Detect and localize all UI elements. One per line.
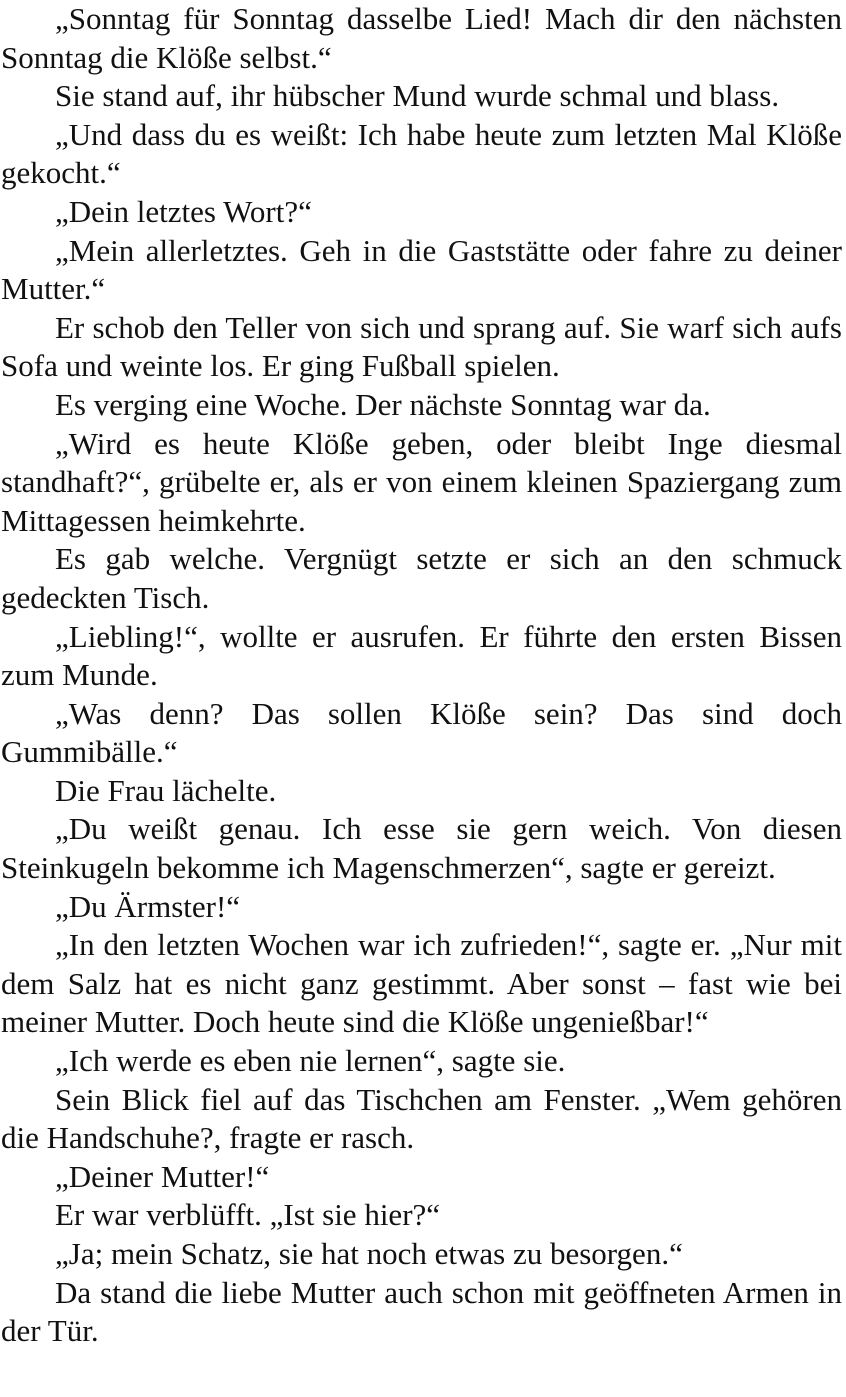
paragraph: „Wird es heute Klöße geben, oder bleibt Inge diesmal standhaft?“, grübelte er, als er von einem kleinen Spaziergang zum Mittagessen heimkehrte. — [1, 425, 842, 538]
paragraph: Da stand die liebe Mutter auch schon mit geöffneten Armen in der Tür. — [1, 1274, 842, 1349]
paragraph: „Sonntag für Sonntag dasselbe Lied! Mach dir den nächsten Sonntag die Klöße selbst.“ — [1, 1, 842, 75]
paragraph: „In den letzten Wochen war ich zufrieden!“, sagte er. „Nur mit dem Salz hat es nicht ganz gestimmt. Aber sonst – fast wie bei meiner Mutter. Doch heute sind die Klöße ungenießbar!“ — [1, 927, 842, 1040]
paragraph: Er war verblüfft. „Ist sie hier?“ — [55, 1197, 441, 1233]
paragraph: Sie stand auf, ihr hübscher Mund wurde schmal und blass. — [55, 78, 780, 114]
paragraph: Es verging eine Woche. Der nächste Sonntag war da. — [55, 386, 711, 422]
paragraph: Die Frau lächelte. — [55, 772, 277, 808]
paragraph: „Mein allerletztes. Geh in die Gaststätte oder fahre zu deiner Mutter.“ — [1, 232, 842, 307]
paragraph: Er schob den Teller von sich und sprang auf. Sie warf sich aufs Sofa und weinte los. Er ging Fußball spielen. — [1, 309, 842, 384]
paragraph: „Ja; mein Schatz, sie hat noch etwas zu besorgen.“ — [55, 1236, 683, 1271]
paragraph: „Dein letztes Wort?“ — [55, 193, 312, 229]
paragraph: „Du Ärmster!“ — [55, 888, 241, 924]
paragraph: Es gab welche. Vergnügt setzte er sich an den schmuck gedeckten Tisch. — [1, 541, 842, 615]
paragraph: „Ich werde es eben nie lernen“, sagte sie. — [55, 1043, 566, 1079]
paragraph: „Was denn? Das sollen Klöße sein? Das sind doch Gummibälle.“ — [1, 695, 842, 770]
paragraph: „Und dass du es weißt: Ich habe heute zum letzten Mal Klöße gekocht.“ — [1, 116, 842, 191]
paragraph: „Deiner Mutter!“ — [55, 1158, 270, 1194]
paragraph: Sein Blick fiel auf das Tischchen am Fenster. „Wem gehören die Handschuhe?, fragte er rasch. — [1, 1081, 842, 1156]
paragraph: „Du weißt genau. Ich esse sie gern weich. Von diesen Steinkugeln bekomme ich Magenschmerzen“, sagte er gereizt. — [1, 811, 842, 886]
paragraph: „Liebling!“, wollte er ausrufen. Er führte den ersten Bissen zum Munde. — [1, 618, 842, 693]
